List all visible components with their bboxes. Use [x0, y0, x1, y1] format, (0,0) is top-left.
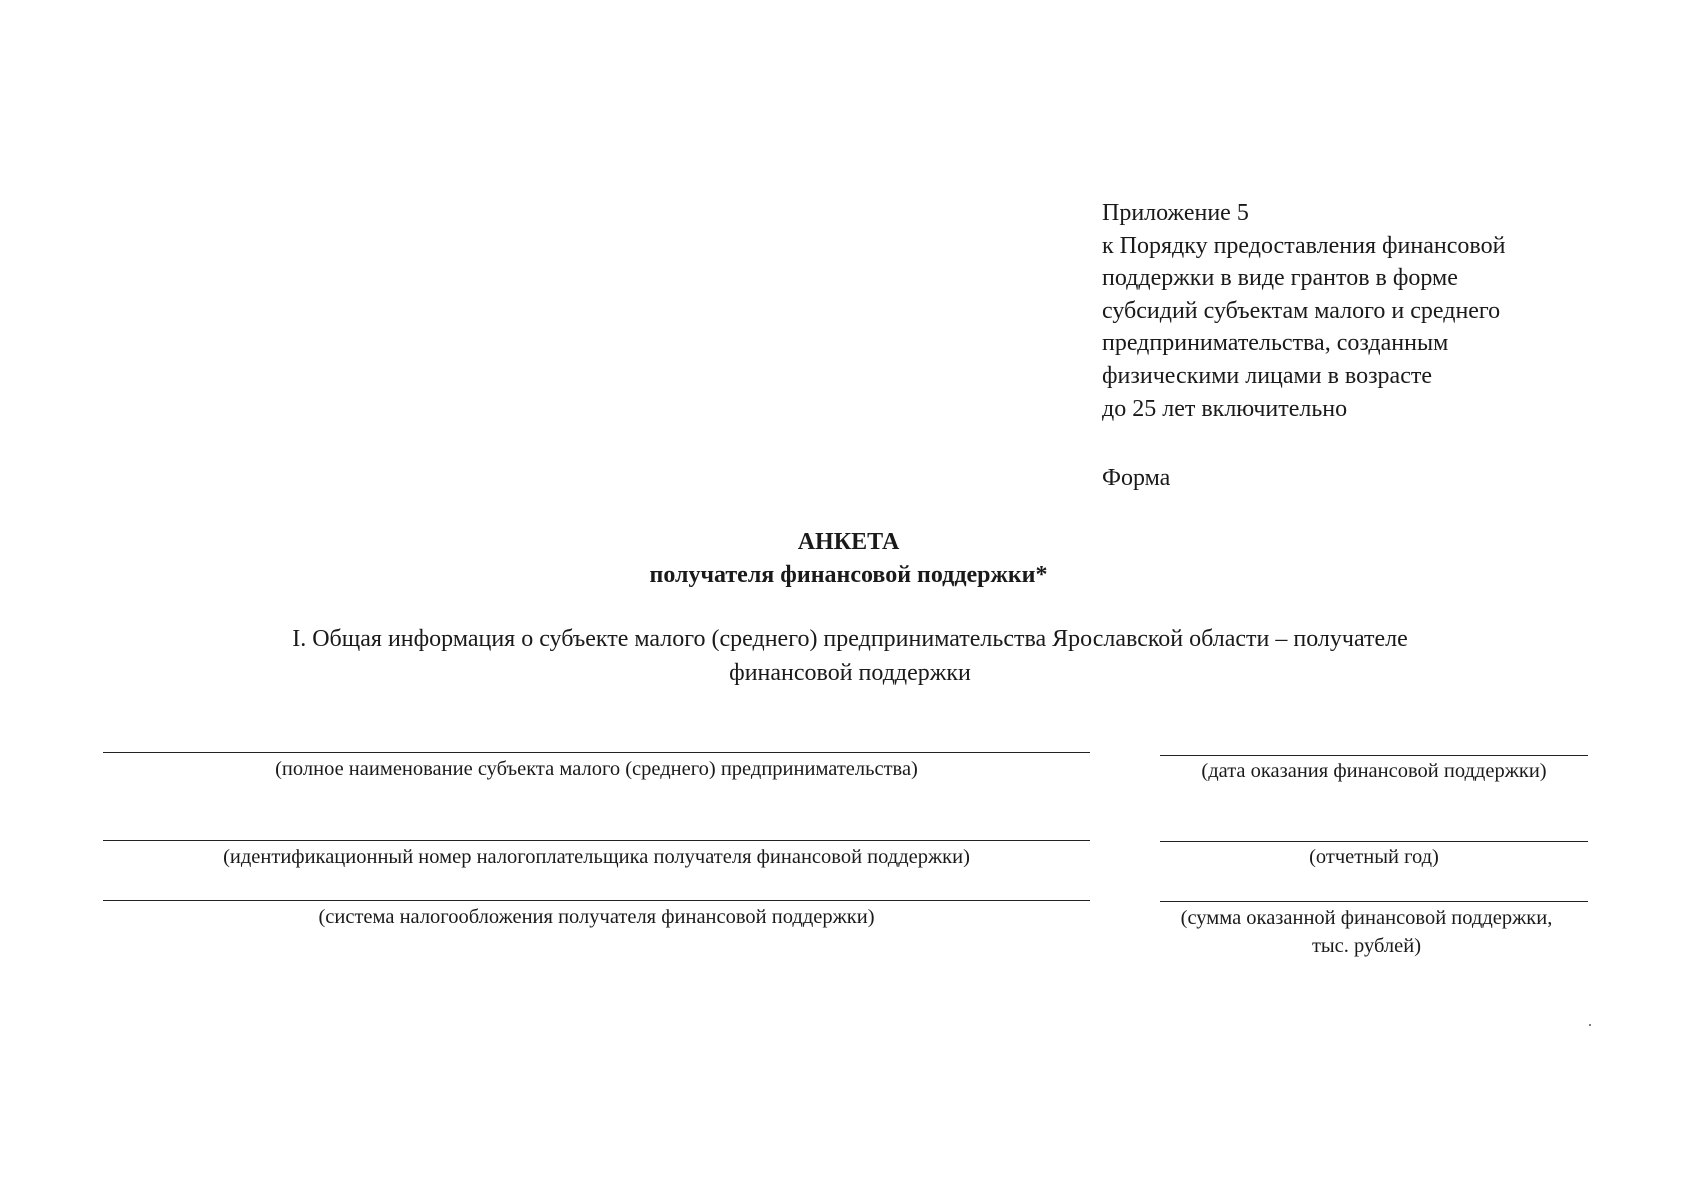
appendix-line: предпринимательства, созданным: [1102, 330, 1449, 357]
appendix-line: Приложение 5: [1102, 200, 1249, 226]
document-title: АНКЕТА: [797, 529, 900, 555]
inn-caption: (идентификационный номер налогоплательщика получателя финансовой поддержки): [223, 846, 970, 868]
tax-system-caption: (система налогообложения получателя финансовой поддержки): [318, 906, 875, 928]
inn-field-line[interactable]: [103, 840, 1090, 841]
full-name-caption: (полное наименование субъекта малого (среднего) предпринимательства): [275, 758, 918, 780]
appendix-reference: [1102, 197, 1622, 425]
document-subtitle: получателя финансовой поддержки*: [649, 562, 1048, 588]
scan-speck: [1589, 1024, 1591, 1026]
appendix-line: поддержки в виде грантов в форме: [1102, 265, 1458, 292]
support-date-caption: (дата оказания финансовой поддержки): [1201, 760, 1547, 782]
support-date-field-line[interactable]: [1160, 755, 1588, 756]
section-heading: [160, 622, 1540, 690]
support-amount-caption-line: тыс. рублей): [1311, 935, 1422, 957]
support-amount-caption-line: (сумма оказанной финансовой поддержки,: [1180, 907, 1553, 929]
full-name-field-line[interactable]: [103, 752, 1090, 753]
section-heading-line: I. Общая информация о субъекте малого (среднего) предпринимательства Ярославской области – получателе: [292, 626, 1408, 652]
appendix-line: физическими лицами в возрасте: [1102, 362, 1432, 389]
section-heading-line: финансовой поддержки: [729, 660, 971, 686]
form-label: Форма: [1102, 465, 1171, 491]
appendix-line: субсидий субъектам малого и среднего: [1102, 297, 1501, 324]
appendix-line: к Порядку предоставления финансовой: [1102, 232, 1506, 259]
report-year-caption: (отчетный год): [1309, 846, 1439, 868]
tax-system-field-line[interactable]: [103, 900, 1090, 901]
report-year-field-line[interactable]: [1160, 841, 1588, 842]
support-amount-field-line[interactable]: [1160, 901, 1588, 902]
appendix-line: до 25 лет включительно: [1102, 395, 1348, 422]
support-amount-caption: [1145, 904, 1588, 960]
